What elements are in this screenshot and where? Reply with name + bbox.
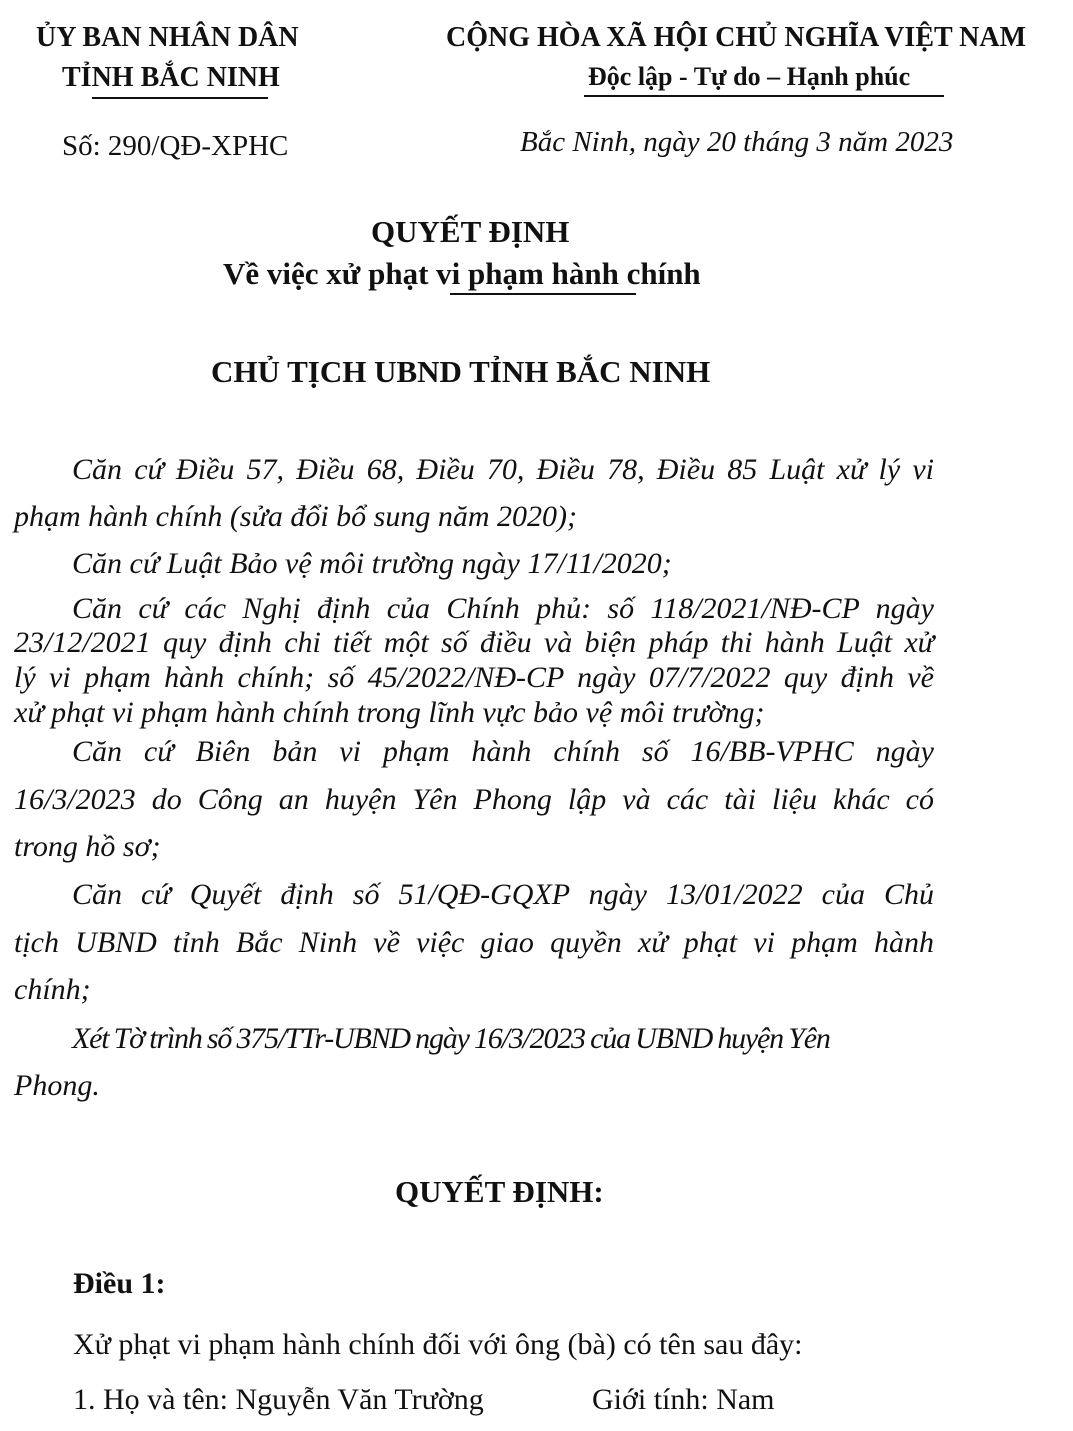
violator-gender: Giới tính: Nam xyxy=(592,1383,775,1416)
article-1-intro: Xử phạt vi phạm hành chính đối với ông (bà) có tên sau đây: xyxy=(73,1328,803,1361)
basis-3-line-4: xử phạt vi phạm hành chính trong lĩnh vực bảo vệ môi trường; xyxy=(14,696,765,729)
subject-underline xyxy=(450,293,636,295)
basis-1-line-2: phạm hành chính (sửa đổi bổ sung năm 2020); xyxy=(14,500,577,533)
basis-3-line-3: lý vi phạm hành chính; số 45/2022/NĐ-CP ngày 07/7/2022 quy định về xyxy=(14,661,934,694)
decision-heading: QUYẾT ĐỊNH: xyxy=(395,1174,604,1209)
violator-name: 1. Họ và tên: Nguyễn Văn Trường xyxy=(73,1383,484,1416)
basis-1-line-1: Căn cứ Điều 57, Điều 68, Điều 70, Điều 78, Điều 85 Luật xử lý vi xyxy=(72,453,934,486)
document-subject: Về việc xử phạt vi phạm hành chính xyxy=(223,256,701,291)
basis-6-line-2: Phong. xyxy=(14,1069,100,1102)
agency-underline xyxy=(92,97,268,99)
basis-4-line-2: 16/3/2023 do Công an huyện Yên Phong lập và các tài liệu khác có xyxy=(14,783,934,816)
basis-6-line-1: Xét Tờ trình số 375/TTr-UBND ngày 16/3/2023 của UBND huyện Yên xyxy=(72,1022,830,1055)
place-date: Bắc Ninh, ngày 20 tháng 3 năm 2023 xyxy=(520,126,954,158)
motto-underline xyxy=(584,95,944,97)
basis-5-line-1: Căn cứ Quyết định số 51/QĐ-GQXP ngày 13/01/2022 của Chủ xyxy=(72,878,934,911)
agency-name: ỦY BAN NHÂN DÂN xyxy=(36,22,299,53)
issuing-authority: CHỦ TỊCH UBND TỈNH BẮC NINH xyxy=(211,354,711,389)
basis-5-line-2: tịch UBND tỉnh Bắc Ninh về việc giao quyền xử phạt vi phạm hành xyxy=(14,926,934,959)
document-title: QUYẾT ĐỊNH xyxy=(371,214,570,249)
agency-province: TỈNH BẮC NINH xyxy=(62,62,280,93)
basis-2-line-1: Căn cứ Luật Bảo vệ môi trường ngày 17/11/2020; xyxy=(72,547,672,580)
national-title: CỘNG HÒA XÃ HỘI CHỦ NGHĨA VIỆT NAM xyxy=(446,22,1027,53)
basis-3-line-1: Căn cứ các Nghị định của Chính phủ: số 118/2021/NĐ-CP ngày xyxy=(72,592,934,625)
basis-4-line-1: Căn cứ Biên bản vi phạm hành chính số 16/BB-VPHC ngày xyxy=(72,735,934,768)
basis-3-line-2: 23/12/2021 quy định chi tiết một số điều và biện pháp thi hành Luật xử xyxy=(14,626,934,659)
national-motto: Độc lập - Tự do – Hạnh phúc xyxy=(588,62,911,91)
article-1-heading: Điều 1: xyxy=(73,1267,166,1300)
basis-4-line-3: trong hồ sơ; xyxy=(14,830,161,863)
document-number: Số: 290/QĐ-XPHC xyxy=(62,130,289,162)
basis-5-line-3: chính; xyxy=(14,973,91,1006)
